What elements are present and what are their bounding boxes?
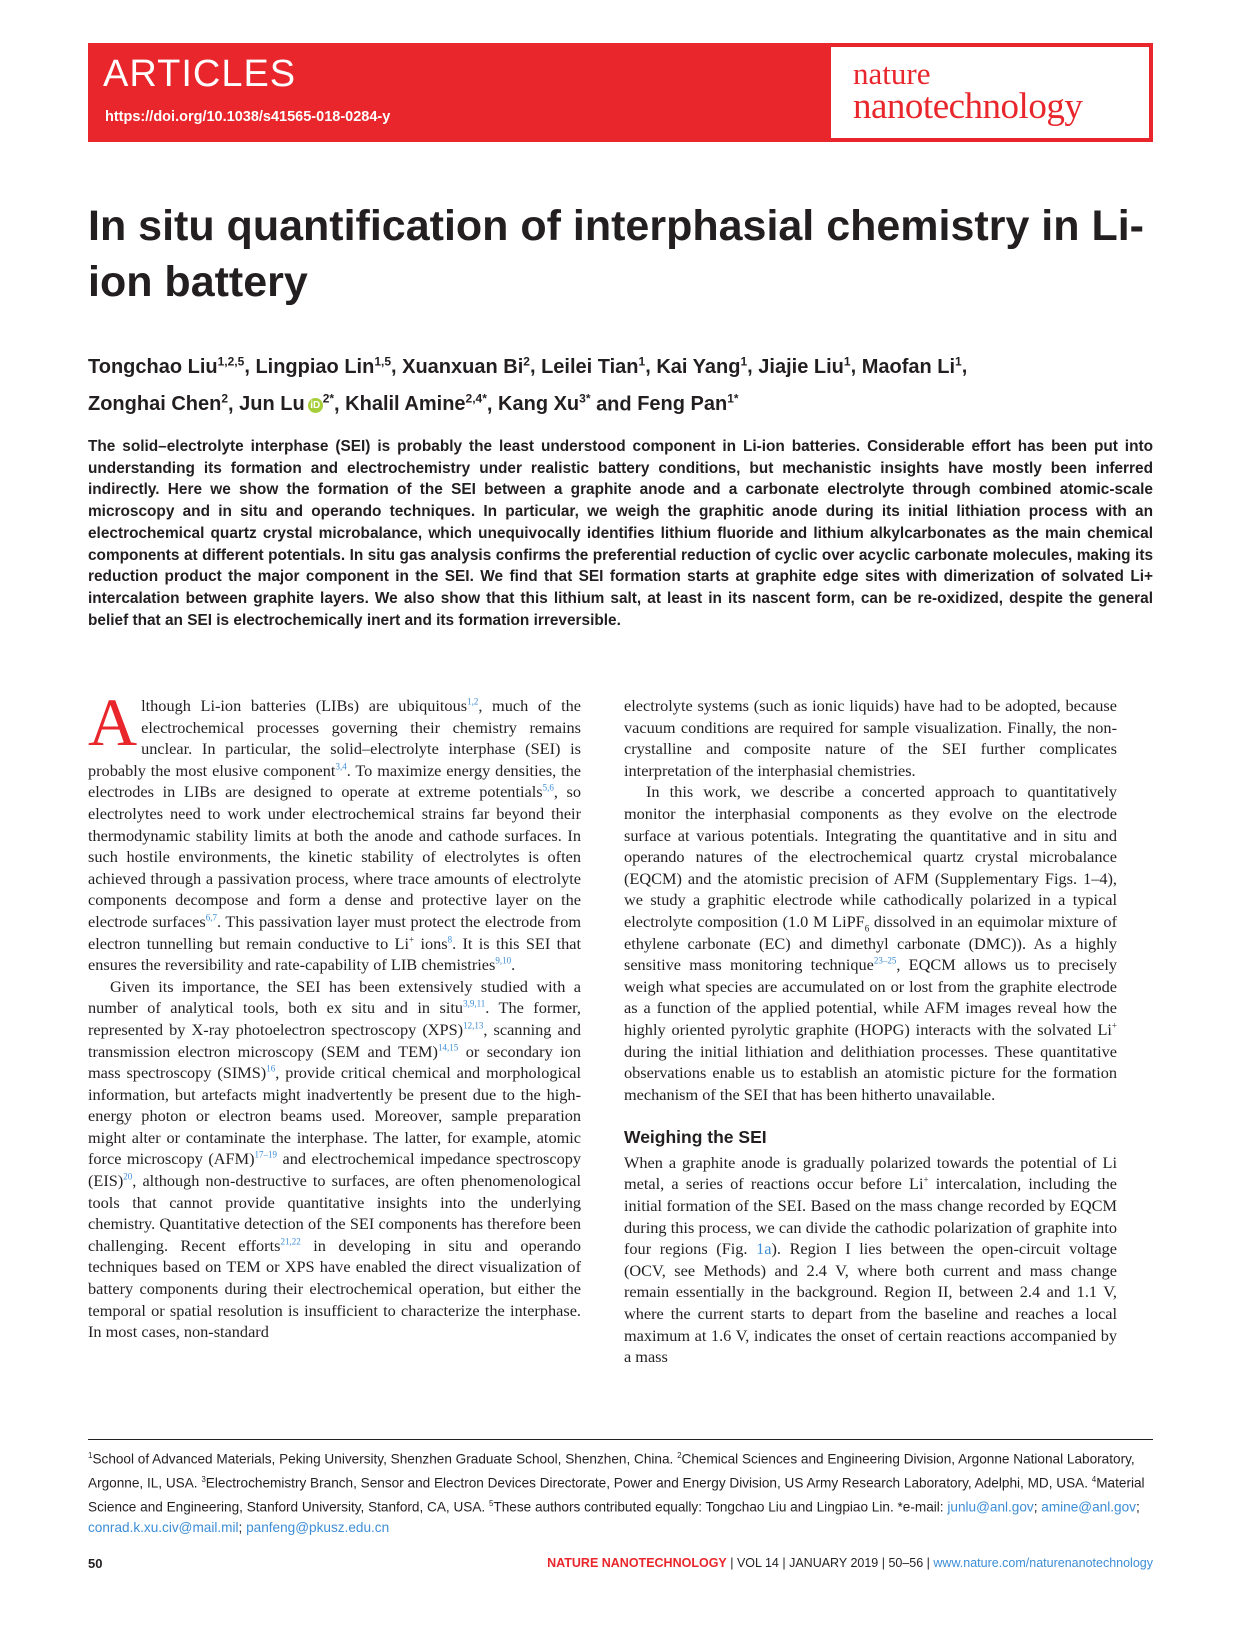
citation-ref[interactable]: 16 [266, 1063, 276, 1074]
author-list: Tongchao Liu$^{1,2,5}$, Lingpiao Lin$^{1,5}$, Xuanxuan Bi$^2$, Leilei Tian$^1$, Kai Yang$^1$, Jiajie Liu$^1$, Maofan Li$^1$, Zonghai Chen$^2$, Jun Lu $iD^{2*}$, Khalil Amine$^{2,4*}$, Kang $Xu^{3*}$ and Feng Pan$^{1*}$ [88, 354, 968, 416]
text-run: , scanning and transmission electron microscopy (SEM and TEM) [88, 1019, 582, 1061]
citation-ref[interactable]: 17–19 [254, 1150, 277, 1161]
author [637, 393, 738, 415]
citation-ref[interactable]: 20 [123, 1171, 133, 1182]
citation-ref[interactable]: 3,9,11 [463, 998, 486, 1009]
author-affiliation-ref: 1* [727, 391, 739, 406]
text-run: during the initial lithiation and delithiation processes. These quantitative observations enable us to establish an atomistic picture for the formation mechanism of the SEI that has been hitherto unavailable. [624, 1041, 1117, 1104]
body-column-left [88, 684, 582, 1343]
author-name: Maofan Li [861, 355, 956, 378]
text-run: Given its importance, the SEI has been extensively studied with a number of analytical tools, both ex situ and in situ [88, 976, 581, 1018]
section-heading: Weighing the SEI [624, 1127, 767, 1148]
body-paragraph [624, 1152, 1117, 1368]
affiliations: $^1$School of Advanced Materials, Peking University, Shenzhen Graduate School, Shenzhen, China. $^2$Chemical Sciences and Engineering Division, Argonne National Laboratory, Argonne, IL, USA. $^3$Electrochemistry Branch, Sensor and Electron Devices Directorate, Power and Energy Division, US Army Research Laboratory, Adelphi, MD, USA. $^4$Material Science and Engineering, Stanford University, Stanford, CA, USA. $^5$These authors contributed equally: Tongchao Liu and Lingpiao Lin. *e-mail: junlu@anl.gov; amine@anl.gov; conrad.k.xu.civ@mail.mil; panfeng@pkusz.edu.cn [88, 1451, 1145, 1536]
journal-logo-line1: nature [853, 56, 931, 91]
author [541, 356, 645, 378]
text-run: lthough Li-ion batteries (LIBs) are ubiquitous [141, 696, 468, 715]
subscript: 6 [864, 923, 870, 934]
author-affiliation-ref: 1 [843, 354, 851, 368]
page-number: 50 [88, 1556, 103, 1571]
author [758, 356, 850, 378]
author-name: Jun Lu [239, 393, 305, 416]
affiliation-number: 2 [677, 1451, 682, 1460]
author [88, 356, 244, 378]
citation-ref[interactable]: 14,15 [437, 1042, 459, 1053]
author [862, 356, 962, 378]
author-affiliation-ref: 1 [638, 354, 646, 368]
citation-ref[interactable]: 3,4 [335, 761, 347, 772]
footer-journal-url[interactable]: www.nature.com/naturenanotechnology [933, 1556, 1153, 1570]
email-link[interactable]: amine@anl.gov [1041, 1499, 1136, 1515]
dropcap: A [88, 684, 138, 760]
body-paragraph [624, 781, 1117, 1105]
affiliation-text: Material Science and Engineering, Stanford University, Stanford, CA, USA. [88, 1475, 1145, 1515]
doi-link[interactable]: https://doi.org/10.1038/s41565-018-0284-y [105, 109, 391, 125]
author-affiliation-ref: 2,4* [465, 391, 487, 406]
text-run: dissolved in an equimolar mixture of ethylene carbonate (EC) and dimethyl carbonate (DMC)). As a highly sensitive mass monitoring technique [624, 911, 1117, 975]
author-name: Kai Yang [656, 355, 741, 378]
citation-ref[interactable]: 12,13 [463, 1020, 484, 1031]
text-run: and electrochemical impedance spectroscopy (EIS) [88, 1149, 581, 1191]
author-affiliation-ref: 2 [221, 391, 229, 406]
author-name: Leilei Tian [541, 355, 639, 378]
affiliation-text: School of Advanced Materials, Peking University, Shenzhen Graduate School, Shenzhen, China. [92, 1451, 678, 1467]
author-affiliation-ref: 2 [523, 354, 530, 368]
author-name: Tongchao Liu [88, 355, 218, 378]
affiliation-text: These authors contributed equally: Tongchao Liu and Lingpiao Lin. *e-mail: [493, 1499, 948, 1515]
email-link[interactable]: junlu@anl.gov [947, 1499, 1034, 1515]
author-conjunction: and [596, 393, 632, 416]
text-run: . This passivation layer must protect the electrode from electron tunnelling but remain conductive to Li [88, 911, 581, 953]
email-link[interactable]: panfeng@pkusz.edu.cn [246, 1520, 390, 1536]
paragraph-runs [624, 782, 1117, 1103]
text-run: When a graphite anode is gradually polarized towards the potential of Li metal, a series of reactions occur before Li [624, 1152, 1117, 1194]
body-paragraph [88, 684, 582, 976]
text-run: or secondary ion mass spectroscopy (SIMS) [88, 1041, 581, 1083]
footer-issue: | VOL 14 | JANUARY 2019 | 50–56 | [726, 1556, 934, 1570]
journal-footer [547, 1556, 1153, 1570]
superscript: + [923, 1175, 929, 1186]
article-type-banner [88, 43, 1153, 142]
citation-ref[interactable]: 8 [447, 934, 453, 945]
author [255, 356, 391, 378]
figure-link[interactable]: 1a [756, 1239, 772, 1259]
author-affiliation-ref: 1 [740, 354, 748, 368]
author [498, 393, 590, 415]
affiliation-number: 5 [488, 1499, 494, 1509]
citation-ref[interactable]: 5,6 [542, 782, 554, 793]
author-name: Zonghai Chen [88, 393, 222, 416]
affiliation-text: Electrochemistry Branch, Sensor and Electron Devices Directorate, Power and Energy Division, US Army Research Laboratory, Adelphi, MD, USA. [205, 1475, 1092, 1491]
affiliation-text: Chemical Sciences and Engineering Division, Argonne National Laboratory, Argonne, IL, USA. [88, 1451, 1135, 1491]
superscript: + [1111, 1020, 1117, 1031]
citation-ref[interactable]: 6,7 [205, 912, 217, 923]
abstract: The solid–electrolyte interphase (SEI) is probably the least understood component in Li-ion batteries. Considerable effort has been put into understanding its formation and electrochemistry under realistic battery conditions, but mechanistic insights have mostly been inferred indirectly. Here we show the formation of the SEI between a graphite anode and a carbonate electrolyte through combined atomic-scale microscopy and in situ and operando techniques. In particular, we weigh the graphitic anode during its initial lithiation process with an electrochemical quartz crystal microbalance, which unequivocally identifies lithium fluoride and lithium alkylcarbonates as the main chemical components at different potentials. In situ gas analysis confirms the preferential reduction of cyclic over acyclic carbonate molecules, making its reduction product the major component in the SEI. We find that SEI formation starts at graphite edge sites with dimerization of solvated Li+ intercalation between graphite layers. We also show that this lithium salt, at least in its nascent form, can be re-oxidized, despite the general belief that an SEI is electrochemically inert and its formation irreversible. [88, 438, 1153, 629]
journal-logo [831, 47, 1149, 138]
text-run: . The former, represented by X-ray photoelectron spectroscopy (XPS) [88, 998, 581, 1039]
citation-ref[interactable]: 9,10 [495, 955, 512, 966]
citation-ref[interactable]: 23–25 [873, 955, 897, 966]
author [656, 356, 747, 378]
text-run: in developing in situ and operando techniques based on TEM or XPS have enabled the direct visualization of battery components during their electrochemical operation, but either the temporal or spatial resolution is insufficient to characterize the interphase. In most cases, non-standard [88, 1235, 581, 1342]
orcid-icon[interactable]: iD [308, 398, 323, 413]
text-run: . It is this SEI that ensures the reversibility and rate-capability of LIB chemistries [88, 933, 581, 975]
superscript: + [409, 934, 415, 945]
author [345, 393, 487, 415]
body-paragraph: electrolyte systems (such as ionic liquids) have had to be adopted, because vacuum conditions are required for sample visualization. Finally, the non-crystalline and composite nature of the SEI further complicates interpretation of the interphasial chemistries. [624, 696, 1117, 780]
author-name: Kang Xu [498, 393, 580, 416]
text-run: In this work, we describe a concerted approach to quantitatively monitor the interphasial components as they evolve on the electrode surface at various potentials. Integrating the quantitative and in situ and operando natures of the electrochemical quartz crystal microbalance (EQCM) and the atomistic precision of AFM (Supplementary Figs. 1–4), we study a graphitic electrode while cathodically polarized in a typical electrolyte composition (1.0 M LiPF [624, 782, 1117, 931]
text-run: intercalation, including the initial formation of the SEI. Based on the mass change recorded by EQCM during this process, we can divide the cathodic polarization of graphite into four regions (Fig. [624, 1174, 1117, 1259]
affiliation-number: 4 [1091, 1475, 1097, 1485]
author [239, 393, 334, 415]
author-affiliation-ref: 1,2,5 [217, 354, 245, 368]
citation-ref[interactable]: 1,2 [467, 696, 479, 707]
author [88, 393, 228, 415]
author-name: Lingpiao Lin [255, 355, 375, 378]
text-run: ions [414, 933, 448, 953]
author-name: Feng Pan [637, 393, 728, 416]
author-affiliation-ref: 1,5 [374, 354, 391, 368]
paragraph-runs [88, 977, 581, 1342]
email-link[interactable]: conrad.k.xu.civ@mail.mil [88, 1520, 239, 1536]
affiliation-number: 1 [88, 1451, 93, 1460]
author-name: Xuanxuan Bi [402, 355, 524, 378]
author-name: Jiajie Liu [758, 355, 844, 378]
text-run: , provide critical chemical and morphological information, but artefacts might inadvertently be present due to the high-energy photon or electron beams used. Moreover, sample preparation might alter or contaminate the interphase. The latter, for example, atomic force microscopy (AFM) [88, 1063, 581, 1169]
author-affiliation-ref: 3* [579, 391, 591, 406]
affiliation-number: 3 [201, 1475, 206, 1485]
footnote-divider [88, 1439, 1153, 1440]
author-affiliation-ref: 2* [322, 391, 335, 406]
body-column-right [624, 695, 1117, 1368]
text-run: , so electrolytes need to work under electrochemical strains far beyond their thermodynamic stability limits at both the anode and cathode surfaces. In such hostile environments, the kinetic stability of electrolytes is often achieved through a passivation process, where trace amounts of electrolyte components decompose and form a dense and protective layer on the electrode surfaces [88, 782, 581, 931]
author [402, 356, 530, 378]
author-affiliation-ref: 1 [955, 354, 962, 368]
citation-ref[interactable]: 21,22 [280, 1236, 301, 1247]
text-run: . To maximize energy densities, the electrodes in LIBs are designed to operate at extreme potentials [88, 760, 582, 802]
text-run: , much of the electrochemical processes governing their chemistry remains unclear. In particular, the solid–electrolyte interphase (SEI) is probably the most elusive component [88, 696, 581, 780]
journal-logo-line2: nanotechnology [853, 86, 1083, 127]
text-run: . [511, 955, 516, 975]
footer-journal-name: NATURE NANOTECHNOLOGY [547, 1556, 727, 1570]
article-title: In situ quantification of interphasial chemistry in Li-ion battery [88, 202, 1144, 306]
paragraph-runs [88, 684, 582, 975]
text-run: , although non-destructive to surfaces, are often phenomenological tools that cannot provide quantitative insights into the underlying chemistry. Quantitative detection of the SEI components has therefore been challenging. Recent efforts [88, 1171, 581, 1255]
paragraph-runs [624, 1153, 1117, 1366]
section-label: ARTICLES [103, 53, 297, 95]
text-run: ). Region I lies between the open-circuit voltage (OCV, see Methods) and 2.4 V, where both current and mass change remain essentially in the background. Region II, between 2.4 and 1.1 V, where the current starts to depart from the baseline and reaches a local maximum at 1.6 V, indicates the onset of certain reactions accompanied by a mass [624, 1239, 1117, 1367]
body-paragraph [88, 976, 581, 1343]
author-name: Khalil Amine [345, 393, 466, 416]
text-run: , EQCM allows us to precisely weigh what species are accumulated on or lost from the graphite electrode as a function of the applied potential, while AFM images reveal how the highly oriented pyrolytic graphite (HOPG) interacts with the solvated Li [624, 955, 1117, 1039]
